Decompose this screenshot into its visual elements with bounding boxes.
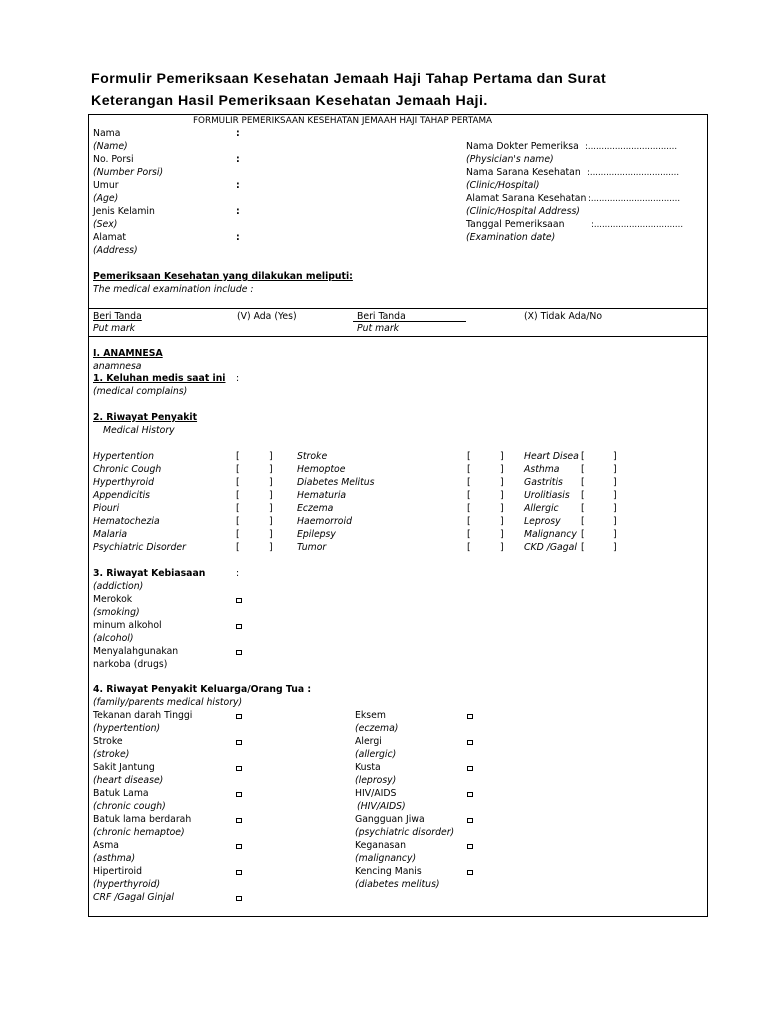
family-checkbox[interactable] <box>467 818 473 823</box>
disease-name: Hematuria <box>297 490 347 501</box>
checkbox-bracket-close[interactable]: ] <box>269 490 273 501</box>
checkbox-bracket-open[interactable]: [ <box>467 477 471 488</box>
disease-name: Hemoptoe <box>297 464 346 475</box>
habit-checkbox[interactable] <box>236 650 242 655</box>
checkbox-bracket-open[interactable]: [ <box>236 516 240 527</box>
checkbox-bracket-close[interactable]: ] <box>269 464 273 475</box>
disease-name: CKD /Gagal <box>524 542 577 553</box>
family-label: HIV/AIDS <box>355 788 397 799</box>
family-label: CRF /Gagal Ginjal <box>93 892 174 903</box>
disease-name: Stroke <box>297 451 328 462</box>
family-label: Batuk Lama <box>93 788 149 799</box>
examiner-label: Nama Dokter Pemeriksa <box>466 141 579 152</box>
checkbox-bracket-open[interactable]: [ <box>581 503 585 514</box>
habit-sub: (smoking) <box>93 607 140 618</box>
disease-name: Hypertention <box>93 451 155 462</box>
family-sub: (hyperthyroid) <box>93 879 161 890</box>
identity-colon: : <box>236 180 240 191</box>
anamnesa-title: I. ANAMNESA <box>93 348 163 359</box>
disease-name: Gastritis <box>524 477 563 488</box>
examiner-value-field[interactable]: :................................. <box>588 194 681 204</box>
history-sub: Medical History <box>103 425 175 436</box>
family-checkbox[interactable] <box>467 870 473 875</box>
identity-label: Umur <box>93 180 119 191</box>
checkbox-bracket-close[interactable]: ] <box>500 490 504 501</box>
checkbox-bracket-open[interactable]: [ <box>236 529 240 540</box>
family-sub: (stroke) <box>93 749 130 760</box>
identity-colon: : <box>236 154 240 165</box>
mark-no-underline <box>353 321 466 322</box>
family-label: Kusta <box>355 762 381 773</box>
examiner-sub: (Clinic/Hospital) <box>466 180 540 191</box>
family-sub: (asthma) <box>93 853 136 864</box>
checkbox-bracket-close[interactable]: ] <box>613 529 617 540</box>
disease-name: Tumor <box>297 542 327 553</box>
checkbox-bracket-close[interactable]: ] <box>269 451 273 462</box>
checkbox-bracket-open[interactable]: [ <box>467 529 471 540</box>
family-sub: (hypertention) <box>93 723 161 734</box>
examiner-label: Tanggal Pemeriksaan <box>466 219 565 230</box>
family-label: Alergi <box>355 736 382 747</box>
checkbox-bracket-open[interactable]: [ <box>236 451 240 462</box>
family-label: Eksem <box>355 710 386 721</box>
checkbox-bracket-open[interactable]: [ <box>236 503 240 514</box>
disease-name: Psychiatric Disorder <box>93 542 186 553</box>
identity-sub: (Name) <box>93 141 128 152</box>
disease-name: Allergic <box>524 503 559 514</box>
checkbox-bracket-close[interactable]: ] <box>269 477 273 488</box>
family-checkbox[interactable] <box>236 844 242 849</box>
checkbox-bracket-open[interactable]: [ <box>467 451 471 462</box>
disease-name: Piouri <box>93 503 120 514</box>
family-checkbox[interactable] <box>236 870 242 875</box>
exam-intro-title: Pemeriksaan Kesehatan yang dilakukan meliputi: <box>93 271 353 282</box>
family-sub: (eczema) <box>355 723 399 734</box>
exam-intro-sub: The medical examination include : <box>93 284 254 295</box>
examiner-value-field[interactable]: :................................. <box>587 168 680 178</box>
checkbox-bracket-close[interactable]: ] <box>500 503 504 514</box>
checkbox-bracket-open[interactable]: [ <box>581 542 585 553</box>
mark-yes-sub: Put mark <box>93 323 136 334</box>
habit-sub: narkoba (drugs) <box>93 659 168 670</box>
family-label: Asma <box>93 840 119 851</box>
identity-colon: : <box>236 128 240 139</box>
checkbox-bracket-close[interactable]: ] <box>500 542 504 553</box>
family-label: Tekanan darah Tinggi <box>93 710 193 721</box>
family-sub: (HIV/AIDS) <box>357 801 406 812</box>
checkbox-bracket-open[interactable]: [ <box>236 542 240 553</box>
checkbox-bracket-open[interactable]: [ <box>467 464 471 475</box>
checkbox-bracket-open[interactable]: [ <box>467 490 471 501</box>
disease-name: Urolitiasis <box>524 490 570 501</box>
checkbox-bracket-open[interactable]: [ <box>581 516 585 527</box>
family-sub: (malignancy) <box>355 853 417 864</box>
checkbox-bracket-close[interactable]: ] <box>269 529 273 540</box>
mark-yes-label: Beri Tanda <box>93 311 142 322</box>
checkbox-bracket-close[interactable]: ] <box>613 516 617 527</box>
checkbox-bracket-close[interactable]: ] <box>269 516 273 527</box>
habit-checkbox[interactable] <box>236 598 242 603</box>
checkbox-bracket-close[interactable]: ] <box>613 451 617 462</box>
examiner-label: Alamat Sarana Kesehatan <box>466 193 587 204</box>
checkbox-bracket-open[interactable]: [ <box>581 529 585 540</box>
disease-name: Malignancy <box>524 529 577 540</box>
checkbox-bracket-open[interactable]: [ <box>236 490 240 501</box>
family-sub: (chronic hemaptoe) <box>93 827 185 838</box>
checkbox-bracket-open[interactable]: [ <box>581 451 585 462</box>
checkbox-bracket-open[interactable]: [ <box>467 503 471 514</box>
family-checkbox[interactable] <box>467 714 473 719</box>
checkbox-bracket-close[interactable]: ] <box>269 542 273 553</box>
family-sub: (leprosy) <box>355 775 397 786</box>
family-checkbox[interactable] <box>467 844 473 849</box>
identity-sub: (Number Porsi) <box>93 167 164 178</box>
family-checkbox[interactable] <box>467 740 473 745</box>
checkbox-bracket-open[interactable]: [ <box>581 477 585 488</box>
mark-no-label: Beri Tanda <box>357 311 406 322</box>
checkbox-bracket-close[interactable]: ] <box>613 542 617 553</box>
family-sub: (family/parents medical history) <box>93 697 243 708</box>
checkbox-bracket-open[interactable]: [ <box>581 490 585 501</box>
family-label: Hipertiroid <box>93 866 143 877</box>
checkbox-bracket-close[interactable]: ] <box>500 464 504 475</box>
disease-name: Malaria <box>93 529 128 540</box>
family-checkbox[interactable] <box>236 740 242 745</box>
form-header: FORMULIR PEMERIKSAAN KESEHATAN JEMAAH HAJI TAHAP PERTAMA <box>193 116 493 126</box>
disease-name: Heart Disea <box>524 451 579 462</box>
family-label: Stroke <box>93 736 123 747</box>
mark-no-sub: Put mark <box>357 323 400 334</box>
disease-name: Haemorroid <box>297 516 352 527</box>
habit-sub: (alcohol) <box>93 633 134 644</box>
family-title: 4. Riwayat Penyakit Keluarga/Orang Tua : <box>93 684 312 695</box>
checkbox-bracket-close[interactable]: ] <box>500 529 504 540</box>
document-title <box>91 68 606 112</box>
family-label: Keganasan <box>355 840 406 851</box>
checkbox-bracket-close[interactable]: ] <box>500 516 504 527</box>
habits-colon: : <box>236 568 240 579</box>
family-label: Kencing Manis <box>355 866 422 877</box>
identity-label: No. Porsi <box>93 154 134 165</box>
checkbox-bracket-close[interactable]: ] <box>269 503 273 514</box>
identity-label: Jenis Kelamin <box>93 206 155 217</box>
family-label: Sakit Jantung <box>93 762 155 773</box>
examiner-value-field[interactable]: :................................. <box>585 142 678 152</box>
checkbox-bracket-open[interactable]: [ <box>581 464 585 475</box>
title-line-1: Formulir Pemeriksaan Kesehatan Jemaah Haji Tahap Pertama dan Surat <box>91 71 607 87</box>
checkbox-bracket-close[interactable]: ] <box>613 477 617 488</box>
family-checkbox[interactable] <box>467 766 473 771</box>
family-checkbox[interactable] <box>236 766 242 771</box>
examiner-sub: (Clinic/Hospital Address) <box>466 206 580 217</box>
anamnesa-sub: anamnesa <box>93 361 142 372</box>
checkbox-bracket-open[interactable]: [ <box>467 542 471 553</box>
complaint-title: 1. Keluhan medis saat ini <box>93 373 226 384</box>
examiner-sub: (Physician's name) <box>466 154 554 165</box>
disease-name: Appendicitis <box>93 490 151 501</box>
family-checkbox[interactable] <box>236 714 242 719</box>
disease-name: Asthma <box>524 464 560 475</box>
family-sub: (psychiatric disorder) <box>355 827 455 838</box>
family-label: Gangguan Jiwa <box>355 814 425 825</box>
family-sub: (chronic cough) <box>93 801 166 812</box>
family-sub: (allergic) <box>355 749 397 760</box>
family-checkbox[interactable] <box>236 896 242 901</box>
checkbox-bracket-close[interactable]: ] <box>613 464 617 475</box>
habit-checkbox[interactable] <box>236 624 242 629</box>
identity-colon: : <box>236 232 240 243</box>
disease-name: Epilepsy <box>297 529 336 540</box>
identity-label: Alamat <box>93 232 127 243</box>
disease-name: Chronic Cough <box>93 464 162 475</box>
examiner-sub: (Examination date) <box>466 232 556 243</box>
examiner-value-field[interactable]: :................................. <box>591 220 684 230</box>
habits-sub: (addiction) <box>93 581 144 592</box>
checkbox-bracket-close[interactable]: ] <box>500 477 504 488</box>
identity-label: Nama <box>93 128 121 139</box>
examiner-label: Nama Sarana Kesehatan <box>466 167 581 178</box>
title-line-2: Keterangan Hasil Pemeriksaan Kesehatan Jemaah Haji. <box>91 93 488 109</box>
mark-no-text: (X) Tidak Ada/No <box>524 311 603 322</box>
identity-sub: (Sex) <box>93 219 118 230</box>
family-sub: (heart disease) <box>93 775 164 786</box>
divider-marks-top <box>88 308 708 309</box>
habits-title: 3. Riwayat Kebiasaan <box>93 568 206 579</box>
disease-name: Eczema <box>297 503 334 514</box>
disease-name: Hematochezia <box>93 516 160 527</box>
checkbox-bracket-open[interactable]: [ <box>236 477 240 488</box>
identity-sub: (Age) <box>93 193 119 204</box>
checkbox-bracket-open[interactable]: [ <box>236 464 240 475</box>
family-sub: (diabetes melitus) <box>355 879 440 890</box>
habit-label: minum alkohol <box>93 620 162 631</box>
family-checkbox[interactable] <box>236 818 242 823</box>
mark-yes-text: (V) Ada (Yes) <box>237 311 297 322</box>
divider-marks-bottom <box>88 336 708 337</box>
identity-colon: : <box>236 206 240 217</box>
history-title: 2. Riwayat Penyakit <box>93 412 198 423</box>
habit-label: Merokok <box>93 594 133 605</box>
habit-label: Menyalahgunakan <box>93 646 179 657</box>
family-label: Batuk lama berdarah <box>93 814 192 825</box>
disease-name: Diabetes Melitus <box>297 477 375 488</box>
checkbox-bracket-open[interactable]: [ <box>467 516 471 527</box>
identity-sub: (Address) <box>93 245 138 256</box>
disease-name: Leprosy <box>524 516 561 527</box>
disease-name: Hyperthyroid <box>93 477 154 488</box>
family-checkbox[interactable] <box>236 792 242 797</box>
checkbox-bracket-close[interactable]: ] <box>613 490 617 501</box>
checkbox-bracket-close[interactable]: ] <box>500 451 504 462</box>
family-checkbox[interactable] <box>467 792 473 797</box>
complaint-colon: : <box>236 373 240 384</box>
complaint-sub: (medical complains) <box>93 386 188 397</box>
checkbox-bracket-close[interactable]: ] <box>613 503 617 514</box>
